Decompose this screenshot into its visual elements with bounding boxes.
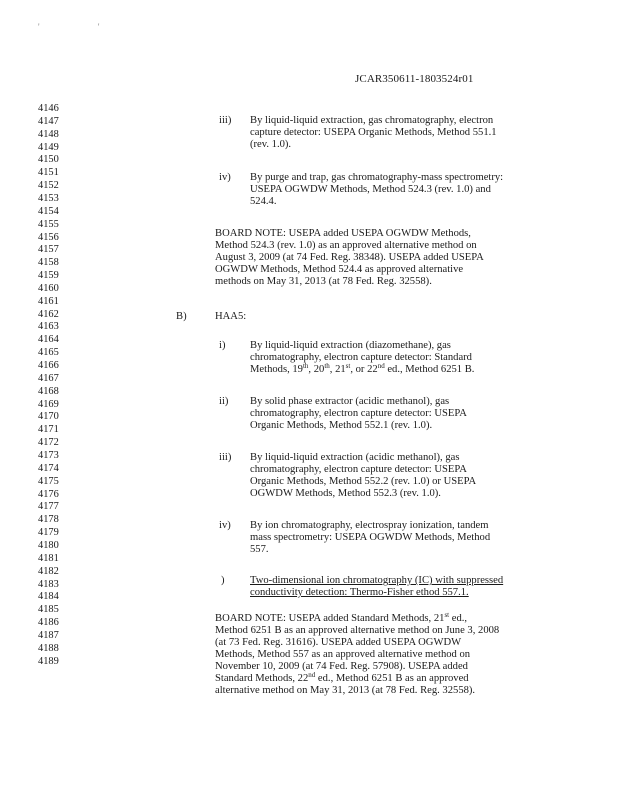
line-number: 4172 [38,437,59,449]
item-text-line: capture detector: USEPA Organic Methods, Method 551.1 [250,127,497,138]
board-note-line: alternative method on May 31, 2013 (at 78 Fed. Reg. 32558). [215,685,476,696]
item-text-line: By solid phase extractor (acidic methanol), gas [250,396,450,407]
item-text-line: chromatography, electron capture detector: Standard [250,352,472,363]
line-number: 4164 [38,334,59,346]
item-text-line: By ion chromatography, electrospray ionization, tandem [250,520,489,531]
item-text-line: 557. [250,544,269,555]
line-number: 4147 [38,115,59,127]
line-number: 4162 [38,308,59,320]
line-number: 4179 [38,527,59,538]
line-number: 4185 [38,604,59,616]
item-text-line: (rev. 1.0). [250,139,292,150]
line-number: 4182 [38,565,59,577]
section-label: B) [176,311,187,322]
line-number: 4175 [38,475,59,487]
item-numeral: ) [221,575,225,586]
item-numeral: iii) [219,115,232,126]
item-numeral: iv) [219,172,231,183]
item-text-line: chromatography, electron capture detector: USEPA [250,464,467,475]
board-note-line: BOARD NOTE: USEPA added Standard Methods, 21st ed., [215,611,468,624]
line-number: 4168 [38,385,59,397]
item-text-line: Two-dimensional ion chromatography (IC) with suppressed [250,575,504,586]
line-number: 4171 [38,424,59,436]
line-number: 4149 [38,141,59,153]
item-text-line: Methods, 19th, 20th, 21st, or 22nd ed., Method 6251 B. [250,362,475,375]
item-numeral: ii) [219,396,229,407]
line-number: 4165 [38,347,59,359]
board-note-line: OGWDW Methods, Method 524.4 as approved alternative [215,264,464,275]
line-number: 4180 [38,539,59,551]
line-number: 4150 [38,154,59,166]
item-text-line: USEPA OGWDW Methods, Method 524.3 (rev. 1.0) and [250,184,491,195]
document-header-id: JCAR350611-1803524r01 [355,73,474,85]
line-number: 4186 [38,617,59,628]
line-number: 4146 [38,103,59,114]
board-note-line: August 3, 2009 (at 74 Fed. Reg. 38348). USEPA added USEPA [215,252,484,263]
line-number: 4177 [38,501,59,513]
board-note-line: Methods, Method 557 as an approved alternative method on [215,649,471,660]
line-number: 4153 [38,192,59,204]
section-title: HAA5: [215,311,247,322]
item-numeral: i) [219,340,226,351]
board-note-line: (at 73 Fed. Reg. 31616). USEPA added USEPA OGWDW [215,637,462,648]
board-note-line: BOARD NOTE: USEPA added USEPA OGWDW Methods, [215,228,471,239]
line-number: 4188 [38,642,59,654]
line-number: 4189 [38,655,59,667]
line-number: 4155 [38,218,59,230]
item-text-line: Organic Methods, Method 552.1 (rev. 1.0). [250,420,433,431]
line-number: 4148 [38,128,59,140]
item-text-line: OGWDW Methods, Method 552.3 (rev. 1.0). [250,488,441,499]
line-number: 4176 [38,488,59,500]
item-text-line: conductivity detection: Thermo-Fisher ethod 557.1. [250,587,469,598]
line-number: 4152 [38,180,59,192]
item-text-line: Organic Methods, Method 552.2 (rev. 1.0) or USEPA [250,476,477,487]
line-number: 4160 [38,282,59,294]
item-text-line: By liquid-liquid extraction (diazomethane), gas [250,340,451,351]
item-text-line: By liquid-liquid extraction (acidic methanol), gas [250,452,460,463]
line-number: 4181 [38,552,59,564]
board-note-line: November 10, 2009 (at 74 Fed. Reg. 57908). USEPA added [215,661,468,672]
line-number: 4178 [38,514,59,526]
line-number: 4159 [38,270,59,281]
line-number: 4170 [38,411,59,423]
item-text-line: mass spectrometry: USEPA OGWDW Methods, Method [250,532,491,543]
line-number: 4187 [38,629,59,641]
line-number: 4167 [38,372,59,384]
line-number: 4157 [38,244,59,256]
line-number: 4158 [38,257,59,269]
line-number: 4183 [38,578,59,590]
line-number: 4174 [38,462,59,474]
line-number: 4184 [38,591,59,603]
item-numeral: iv) [219,520,231,531]
line-number: 4151 [38,167,59,179]
line-number: 4163 [38,321,59,333]
line-number: 4173 [38,449,59,461]
line-number: 4156 [38,231,59,243]
board-note-line: methods on May 31, 2013 (at 78 Fed. Reg. 32558). [215,276,432,287]
board-note-line: Method 6251 B as an approved alternative method on June 3, 2008 [215,625,500,636]
item-numeral: iii) [219,452,232,463]
board-note-line: Method 524.3 (rev. 1.0) as an approved alternative method on [215,240,477,251]
item-text-line: By purge and trap, gas chromatography-mass spectrometry: [250,172,504,183]
line-number: 4154 [38,205,59,217]
line-number: 4166 [38,360,59,371]
item-text-line: chromatography, electron capture detector: USEPA [250,408,467,419]
line-number: 4169 [38,398,59,410]
board-note-line: Standard Methods, 22nd ed., Method 6251 B as an approved [215,671,469,684]
item-text-line: By liquid-liquid extraction, gas chromatography, electron [250,115,494,126]
scan-marks: ' ' [38,22,128,32]
line-number: 4161 [38,295,59,307]
item-text-line: 524.4. [250,196,277,207]
